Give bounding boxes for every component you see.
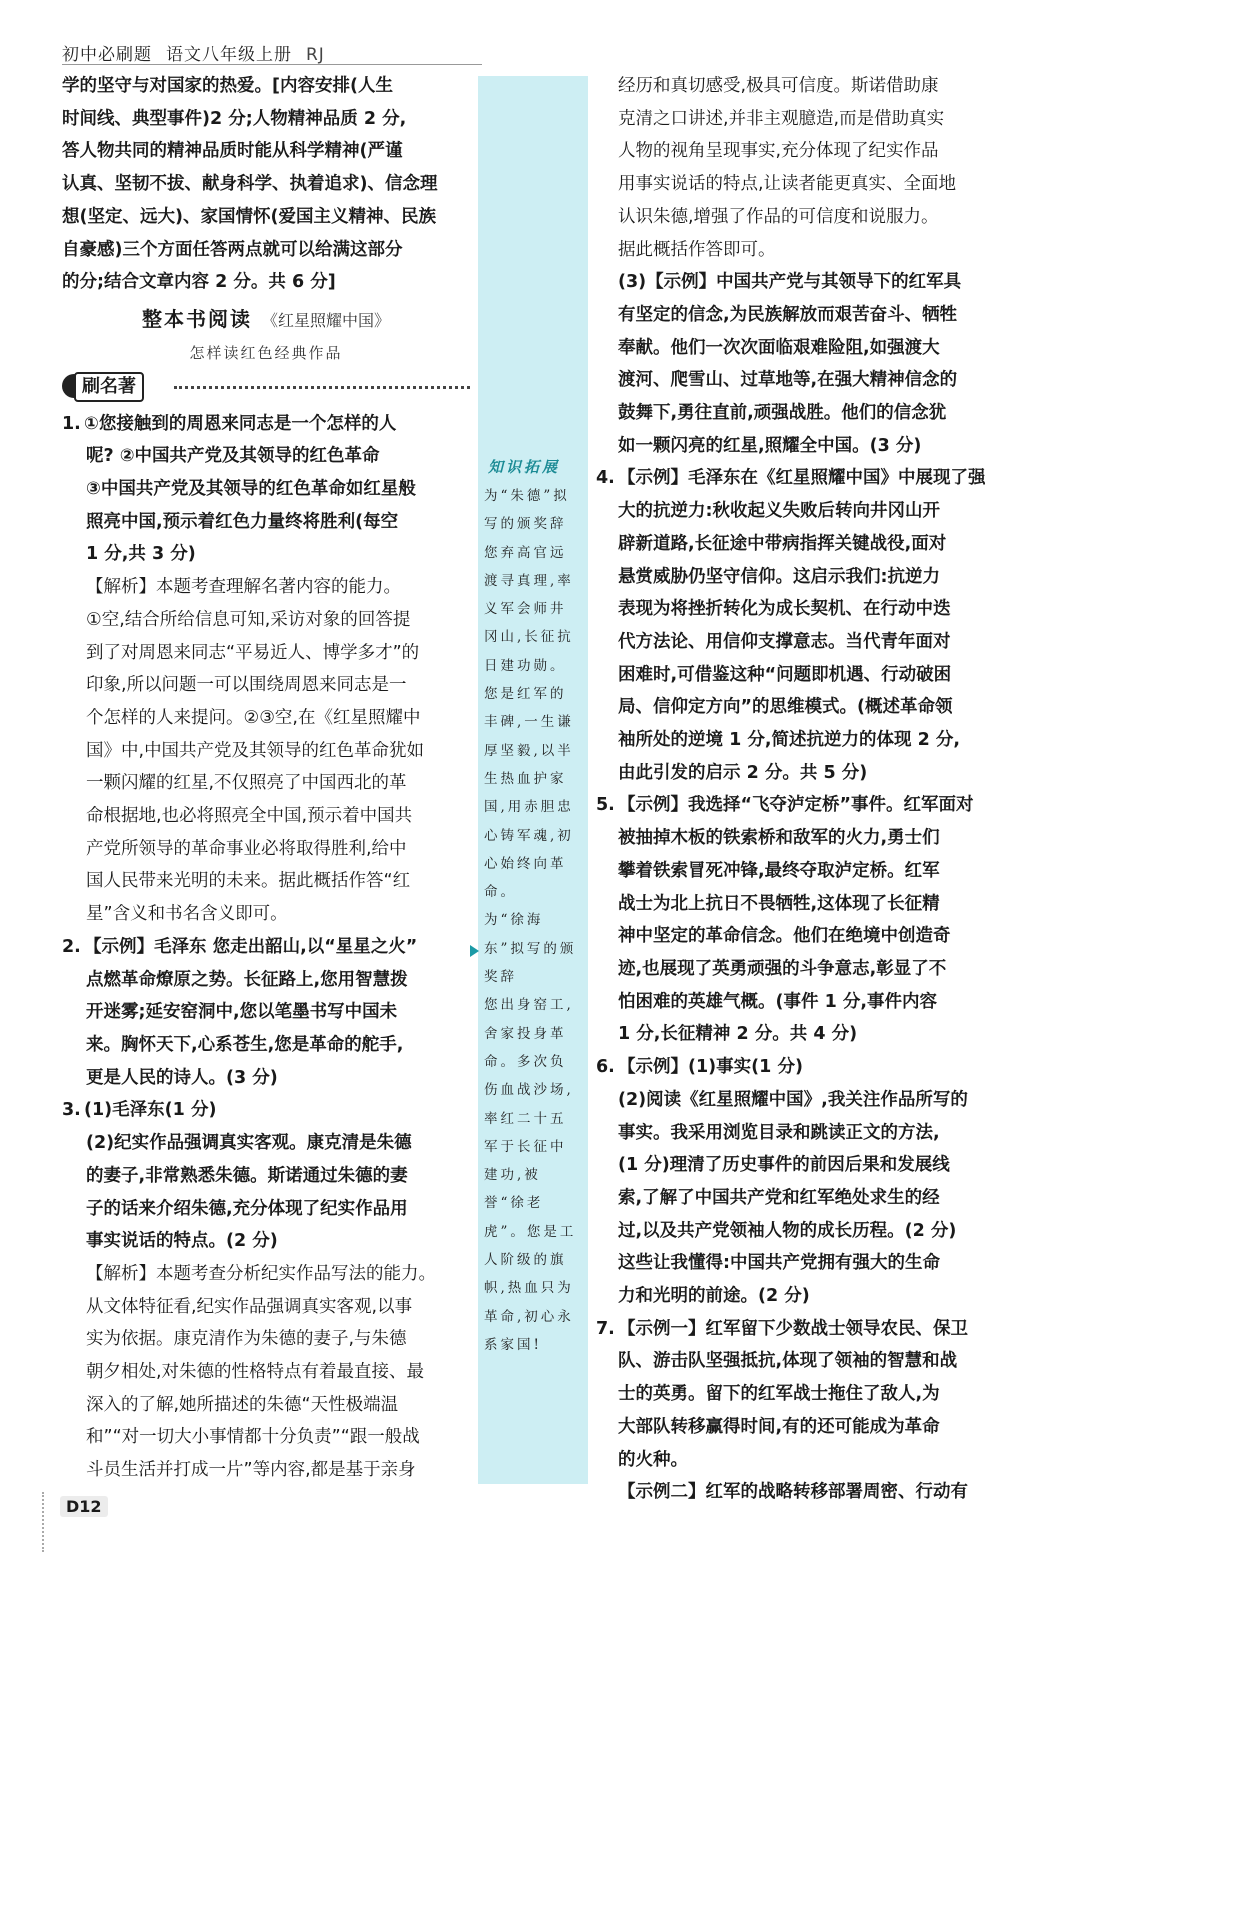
question-3 — [62, 1094, 470, 1486]
sidebar-paragraph: 您弃高官远渡寻真理,率义军会师井冈山,长征抗日建功勋。您是红军的丰碑,一生谦厚坚毅,以半生热血护家国,用赤胆忠心铸军魂,初心始终向革命。 — [484, 544, 574, 901]
text-line: 鼓舞下,勇往直前,顽强战胜。他们的信念犹 — [618, 403, 947, 424]
text-line: 困难时,可借鉴这种“问题即机遇、行动破困 — [618, 664, 952, 685]
text-line: 代方法论、用信仰支撑意志。当代青年面对 — [618, 631, 951, 652]
knowledge-sidebar — [478, 76, 588, 1484]
right-column — [596, 70, 1006, 1509]
text-line: 的分;结合文章内容 2 分。共 6 分] — [62, 272, 336, 293]
text-line: 自豪感)三个方面任答两点就可以给满这部分 — [62, 239, 403, 260]
left-column — [62, 70, 470, 1487]
text-line: 过,以及共产党领袖人物的成长历程。(2 分) — [618, 1220, 957, 1241]
question-number: 7. — [596, 1318, 615, 1339]
text-line: 士的英勇。留下的红军战士拖住了敌人,为 — [618, 1384, 940, 1405]
text-line: 辟新道路,长征途中带病指挥关键战役,面对 — [618, 533, 947, 554]
sidebar-paragraph: 您出身窑工,舍家投身革命。多次负伤血战沙场,率红二十五军于长征中建功,被誉“徐老虎”。您是工人阶级的旗帜,热血只为革命,初心永系家国! — [484, 997, 577, 1353]
text-line: 用事实说话的特点,让读者能更真实、全面地 — [618, 174, 957, 195]
text-line: 【示例二】红军的战略转移部署周密、行动有 — [618, 1482, 968, 1503]
text-line: 悬赏威胁仍坚守信仰。这启示我们:抗逆力 — [618, 566, 940, 587]
text-line: 被抽掉木板的铁索桥和敌军的火力,勇士们 — [618, 828, 940, 849]
continued-analysis — [618, 70, 1006, 266]
text-line: 袖所处的逆境 1 分,简述抗逆力的体现 2 分, — [618, 730, 961, 751]
question-1 — [62, 408, 470, 931]
section-heading — [62, 303, 470, 368]
text-line: 战士为北上抗日不畏牺牲,这体现了长征精 — [618, 893, 940, 914]
text-line: 命根据地,也必将照亮全中国,预示着中国共 — [86, 806, 413, 827]
question-6 — [596, 1051, 1006, 1313]
text-line: 大的抗逆力:秋收起义失败后转向井冈山开 — [618, 501, 940, 522]
question-number: 3. — [62, 1100, 81, 1121]
text-line: 队、游击队坚强抵抗,体现了领袖的智慧和战 — [618, 1351, 958, 1372]
text-line: 迹,也展现了英勇顽强的斗争意志,彰显了不 — [618, 958, 947, 979]
question-5 — [596, 789, 1006, 1051]
analysis-block — [62, 571, 470, 931]
text-line: 到了对周恩来同志“平易近人、博学多才”的 — [86, 642, 420, 663]
subject-label: 语文八年级上册 — [166, 45, 292, 65]
section-title: 整本书阅读 — [141, 306, 252, 331]
intro-block — [62, 70, 470, 299]
text-line: 神中坚定的革命信念。他们在绝境中创造奇 — [618, 926, 951, 947]
book-title: 《红星照耀中国》 — [261, 310, 390, 330]
text-line: 事实。我采用浏览目录和跳读正文的方法, — [618, 1122, 940, 1143]
sidebar-text — [484, 482, 582, 1359]
text-line: 照亮中国,预示着红色力量终将胜利(每空 — [86, 511, 399, 532]
text-line: 有坚定的信念,为民族解放而艰苦奋斗、牺牲 — [618, 304, 958, 325]
text-line: 学的坚守与对国家的热爱。[内容安排(人生 — [62, 76, 393, 96]
text-line: 点燃革命燎原之势。长征路上,您用智慧拨 — [86, 969, 408, 990]
badge-label: 刷名著 — [74, 372, 144, 402]
text-line: 实为依据。康克清作为朱德的妻子,与朱德 — [86, 1329, 407, 1350]
text-line: 渡河、爬雪山、过草地等,在强大精神信念的 — [618, 370, 958, 391]
text-line: 经历和真切感受,极具可信度。斯诺借助康 — [618, 76, 939, 96]
text-line: 【示例】(1)事实(1 分) — [618, 1057, 803, 1078]
text-line: 【示例】我选择“飞夺泸定桥”事件。红军面对 — [618, 795, 974, 816]
question-number: 2. — [62, 936, 81, 957]
text-line: 国人民带来光明的未来。据此概括作答“红 — [86, 871, 411, 892]
text-line: (1 分)理清了历史事件的前因后果和发展线 — [618, 1155, 950, 1176]
text-line: 个怎样的人来提问。②③空,在《红星照耀中 — [86, 707, 421, 728]
header-rule — [62, 64, 482, 65]
dotted-divider — [174, 386, 470, 389]
text-line: 从文体特征看,纪实作品强调真实客观,以事 — [86, 1296, 413, 1317]
text-line: 怕困难的英雄气概。(事件 1 分,事件内容 — [618, 991, 938, 1012]
text-line: 认真、坚韧不拔、献身科学、执着追求)、信念理 — [62, 174, 438, 195]
question-number: 6. — [596, 1057, 615, 1078]
text-line: 人物的视角呈现事实,充分体现了纪实作品 — [618, 141, 939, 162]
text-line: 奉献。他们一次次面临艰难险阻,如强渡大 — [618, 337, 940, 358]
text-line: 深入的了解,她所描述的朱德“天性极端温 — [86, 1394, 399, 1415]
text-line: 【示例一】红军留下少数战士领导农民、保卫 — [618, 1318, 968, 1339]
edition-label: RJ — [306, 45, 325, 65]
text-line: 斗员生活并打成一片”等内容,都是基于亲身 — [86, 1460, 416, 1481]
text-line: 来。胸怀天下,心系苍生,您是革命的舵手, — [86, 1034, 404, 1055]
question-3-part-3 — [618, 266, 1006, 462]
text-line: 由此引发的启示 2 分。共 5 分) — [618, 762, 868, 783]
section-subtitle: 怎样读红色经典作品 — [189, 343, 343, 362]
book-series-title: 初中必刷题 — [62, 45, 152, 65]
text-line: (2)纪实作品强调真实客观。康克清是朱德 — [86, 1133, 412, 1154]
text-line: 印象,所以问题一可以围绕周恩来同志是一 — [86, 675, 407, 696]
text-line: 1 分,长征精神 2 分。共 4 分) — [618, 1024, 858, 1045]
text-line: 【解析】本题考查理解名著内容的能力。 — [86, 577, 401, 598]
text-line: 开迷雾;延安窑洞中,您以笔墨书写中国未 — [86, 1002, 398, 1023]
sidebar-paragraph: 为“朱德”拟写的颁奖辞 — [484, 488, 570, 533]
text-line: (1)毛泽东(1 分) — [84, 1100, 217, 1121]
question-number: 5. — [596, 795, 615, 816]
text-line: (2)阅读《红星照耀中国》,我关注作品所写的 — [618, 1089, 968, 1110]
text-line: 1 分,共 3 分) — [86, 544, 196, 565]
text-line: 【示例】毛泽东 您走出韶山,以“星星之火” — [84, 936, 418, 957]
text-line: 【解析】本题考查分析纪实作品写法的能力。 — [86, 1263, 436, 1284]
text-line: 和”“对一切大小事情都十分负责”“跟一般战 — [86, 1427, 420, 1448]
analysis-block — [62, 1258, 470, 1487]
sidebar-paragraph: 为“徐海东”拟写的颁奖辞 — [484, 912, 577, 986]
text-line: 的妻子,非常熟悉朱德。斯诺通过朱德的妻 — [86, 1165, 408, 1186]
question-7 — [596, 1313, 1006, 1509]
text-line: 想(坚定、远大)、家国情怀(爱国主义精神、民族 — [62, 206, 436, 227]
text-line: 答人物共同的精神品质时能从科学精神(严谨 — [62, 141, 403, 162]
question-4 — [596, 462, 1006, 789]
text-line: 表现为将挫折转化为成长契机、在行动中迭 — [618, 599, 951, 620]
text-line: 朝夕相处,对朱德的性格特点有着最直接、最 — [86, 1362, 425, 1383]
page-number: D12 — [60, 1496, 108, 1517]
text-line: 事实说话的特点。(2 分) — [86, 1231, 278, 1252]
question-2 — [62, 931, 470, 1095]
text-line: 产党所领导的革命事业必将取得胜利,给中 — [86, 838, 407, 859]
question-number: 1. — [62, 413, 81, 434]
pointer-arrow-icon — [470, 945, 479, 957]
text-line: 国》中,中国共产党及其领导的红色革命犹如 — [86, 740, 425, 761]
text-line: 大部队转移赢得时间,有的还可能成为革命 — [618, 1416, 940, 1437]
text-line: 【示例】毛泽东在《红星照耀中国》中展现了强 — [618, 468, 986, 489]
text-line: 据此概括作答即可。 — [618, 239, 776, 260]
text-line: 认识朱德,增强了作品的可信度和说服力。 — [618, 206, 939, 227]
text-line: 局、信仰定方向”的思维模式。(概述革命领 — [618, 697, 953, 718]
text-line: ③中国共产党及其领导的红色革命如红星般 — [86, 479, 416, 500]
text-line: (3)【示例】中国共产党与其领导下的红军具 — [618, 272, 962, 293]
question-number: 4. — [596, 468, 615, 489]
page-header — [62, 40, 325, 65]
text-line: 索,了解了中国共产党和红军绝处求生的经 — [618, 1187, 940, 1208]
text-line: 星”含义和书名含义即可。 — [86, 904, 288, 925]
text-line: 呢? ②中国共产党及其领导的红色革命 — [86, 446, 380, 467]
text-line: 攀着铁索冒死冲锋,最终夺取泸定桥。红军 — [618, 860, 940, 881]
famous-works-banner — [62, 370, 470, 408]
text-line: ①您接触到的周恩来同志是一个怎样的人 — [84, 413, 397, 434]
text-line: 如一颗闪亮的红星,照耀全中国。(3 分) — [618, 435, 922, 456]
margin-dotted-line — [42, 1492, 50, 1552]
text-line: 这些让我懂得:中国共产党拥有强大的生命 — [618, 1253, 940, 1274]
text-line: 更是人民的诗人。(3 分) — [86, 1067, 278, 1088]
text-line: ①空,结合所给信息可知,采访对象的回答提 — [86, 609, 411, 630]
sidebar-title: 知识拓展 — [488, 458, 561, 476]
text-line: 克清之口讲述,并非主观臆造,而是借助真实 — [618, 108, 945, 129]
text-line: 一颗闪耀的红星,不仅照亮了中国西北的革 — [86, 773, 407, 794]
text-line: 子的话来介绍朱德,充分体现了纪实作品用 — [86, 1198, 408, 1219]
text-line: 时间线、典型事件)2 分;人物精神品质 2 分, — [62, 108, 407, 129]
text-line: 的火种。 — [618, 1449, 688, 1470]
text-line: 力和光明的前途。(2 分) — [618, 1286, 810, 1307]
